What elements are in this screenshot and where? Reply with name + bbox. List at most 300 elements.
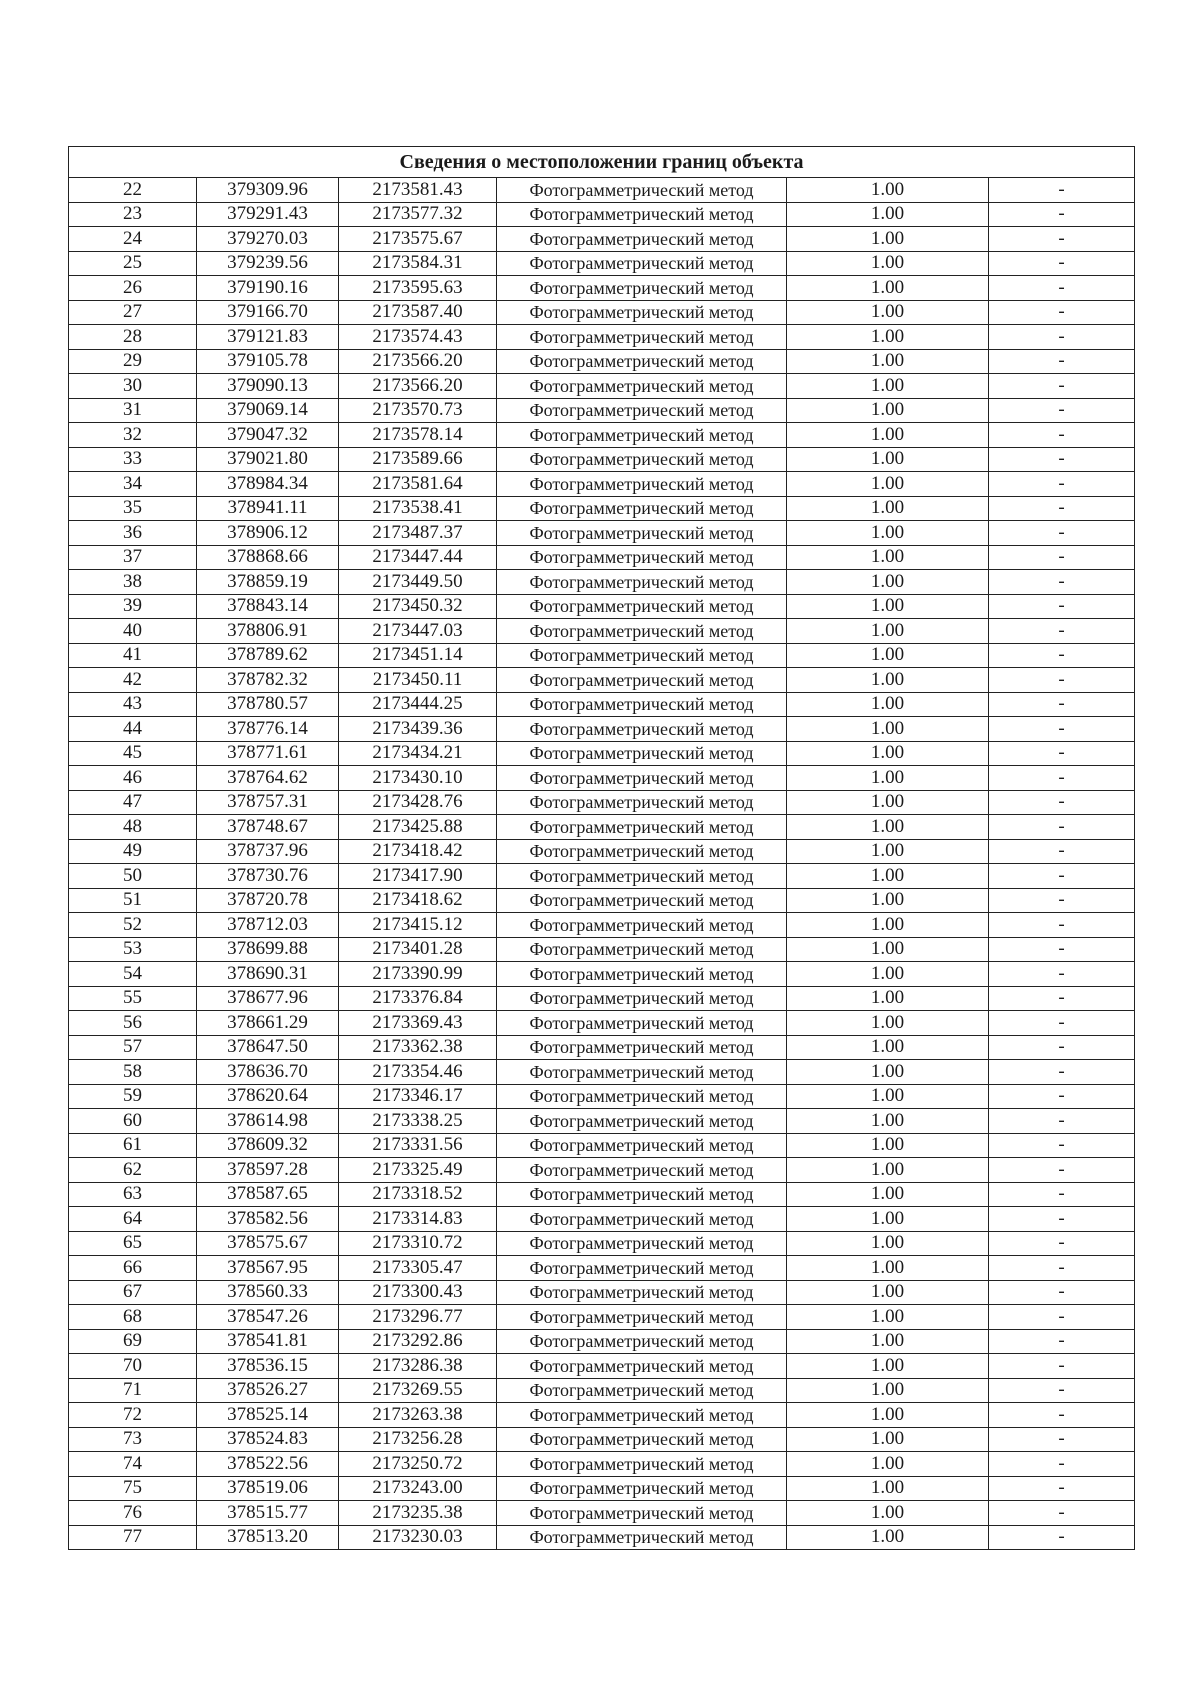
table-row xyxy=(69,619,1135,644)
point-number-cell: 32 xyxy=(69,423,197,448)
x-coordinate-cell: 378737.96 xyxy=(197,839,339,864)
x-coordinate-cell: 378620.64 xyxy=(197,1084,339,1109)
table-row xyxy=(69,178,1135,203)
y-coordinate-cell: 2173415.12 xyxy=(339,913,497,938)
point-number-cell: 24 xyxy=(69,227,197,252)
x-coordinate-cell: 379270.03 xyxy=(197,227,339,252)
method-cell: Фотограмметрический метод xyxy=(497,398,787,423)
y-coordinate-cell: 2173325.49 xyxy=(339,1158,497,1183)
y-coordinate-cell: 2173566.20 xyxy=(339,374,497,399)
accuracy-cell: 1.00 xyxy=(787,1305,989,1330)
table-row xyxy=(69,1403,1135,1428)
accuracy-cell: 1.00 xyxy=(787,423,989,448)
point-number-cell: 50 xyxy=(69,864,197,889)
point-number-cell: 31 xyxy=(69,398,197,423)
method-cell: Фотограмметрический метод xyxy=(497,1133,787,1158)
x-coordinate-cell: 378690.31 xyxy=(197,962,339,987)
x-coordinate-cell: 379047.32 xyxy=(197,423,339,448)
x-coordinate-cell: 378661.29 xyxy=(197,1011,339,1036)
method-cell: Фотограмметрический метод xyxy=(497,1256,787,1281)
description-cell: - xyxy=(989,864,1135,889)
description-cell: - xyxy=(989,496,1135,521)
point-number-cell: 34 xyxy=(69,472,197,497)
accuracy-cell: 1.00 xyxy=(787,594,989,619)
table-row xyxy=(69,545,1135,570)
accuracy-cell: 1.00 xyxy=(787,570,989,595)
accuracy-cell: 1.00 xyxy=(787,692,989,717)
accuracy-cell: 1.00 xyxy=(787,643,989,668)
point-number-cell: 26 xyxy=(69,276,197,301)
method-cell: Фотограмметрический метод xyxy=(497,1329,787,1354)
accuracy-cell: 1.00 xyxy=(787,864,989,889)
y-coordinate-cell: 2173449.50 xyxy=(339,570,497,595)
description-cell: - xyxy=(989,815,1135,840)
description-cell: - xyxy=(989,668,1135,693)
point-number-cell: 65 xyxy=(69,1231,197,1256)
description-cell: - xyxy=(989,1060,1135,1085)
table-row xyxy=(69,251,1135,276)
point-number-cell: 27 xyxy=(69,300,197,325)
point-number-cell: 25 xyxy=(69,251,197,276)
point-number-cell: 48 xyxy=(69,815,197,840)
description-cell: - xyxy=(989,398,1135,423)
description-cell: - xyxy=(989,1403,1135,1428)
table-row xyxy=(69,300,1135,325)
x-coordinate-cell: 378764.62 xyxy=(197,766,339,791)
method-cell: Фотограмметрический метод xyxy=(497,447,787,472)
table-row xyxy=(69,888,1135,913)
boundary-coordinates-table xyxy=(68,146,1135,1550)
method-cell: Фотограмметрический метод xyxy=(497,276,787,301)
method-cell: Фотограмметрический метод xyxy=(497,300,787,325)
accuracy-cell: 1.00 xyxy=(787,790,989,815)
y-coordinate-cell: 2173286.38 xyxy=(339,1354,497,1379)
x-coordinate-cell: 379309.96 xyxy=(197,178,339,203)
accuracy-cell: 1.00 xyxy=(787,815,989,840)
point-number-cell: 55 xyxy=(69,986,197,1011)
accuracy-cell: 1.00 xyxy=(787,1427,989,1452)
method-cell: Фотограмметрический метод xyxy=(497,1525,787,1550)
y-coordinate-cell: 2173430.10 xyxy=(339,766,497,791)
x-coordinate-cell: 378868.66 xyxy=(197,545,339,570)
accuracy-cell: 1.00 xyxy=(787,717,989,742)
description-cell: - xyxy=(989,1305,1135,1330)
y-coordinate-cell: 2173439.36 xyxy=(339,717,497,742)
point-number-cell: 45 xyxy=(69,741,197,766)
table-row xyxy=(69,717,1135,742)
description-cell: - xyxy=(989,619,1135,644)
accuracy-cell: 1.00 xyxy=(787,1109,989,1134)
description-cell: - xyxy=(989,1476,1135,1501)
y-coordinate-cell: 2173250.72 xyxy=(339,1452,497,1477)
x-coordinate-cell: 378780.57 xyxy=(197,692,339,717)
y-coordinate-cell: 2173296.77 xyxy=(339,1305,497,1330)
table-row xyxy=(69,1280,1135,1305)
point-number-cell: 52 xyxy=(69,913,197,938)
y-coordinate-cell: 2173235.38 xyxy=(339,1501,497,1526)
method-cell: Фотограмметрический метод xyxy=(497,521,787,546)
method-cell: Фотограмметрический метод xyxy=(497,668,787,693)
x-coordinate-cell: 378587.65 xyxy=(197,1182,339,1207)
accuracy-cell: 1.00 xyxy=(787,325,989,350)
point-number-cell: 53 xyxy=(69,937,197,962)
description-cell: - xyxy=(989,1452,1135,1477)
table-row xyxy=(69,962,1135,987)
point-number-cell: 23 xyxy=(69,202,197,227)
description-cell: - xyxy=(989,521,1135,546)
point-number-cell: 36 xyxy=(69,521,197,546)
accuracy-cell: 1.00 xyxy=(787,986,989,1011)
description-cell: - xyxy=(989,1182,1135,1207)
y-coordinate-cell: 2173589.66 xyxy=(339,447,497,472)
method-cell: Фотограмметрический метод xyxy=(497,1403,787,1428)
table-row xyxy=(69,864,1135,889)
x-coordinate-cell: 378677.96 xyxy=(197,986,339,1011)
x-coordinate-cell: 379090.13 xyxy=(197,374,339,399)
y-coordinate-cell: 2173243.00 xyxy=(339,1476,497,1501)
y-coordinate-cell: 2173376.84 xyxy=(339,986,497,1011)
table-row xyxy=(69,447,1135,472)
y-coordinate-cell: 2173566.20 xyxy=(339,349,497,374)
point-number-cell: 35 xyxy=(69,496,197,521)
y-coordinate-cell: 2173575.67 xyxy=(339,227,497,252)
method-cell: Фотограмметрический метод xyxy=(497,1280,787,1305)
y-coordinate-cell: 2173354.46 xyxy=(339,1060,497,1085)
method-cell: Фотограмметрический метод xyxy=(497,472,787,497)
accuracy-cell: 1.00 xyxy=(787,1060,989,1085)
description-cell: - xyxy=(989,643,1135,668)
table-row xyxy=(69,1427,1135,1452)
accuracy-cell: 1.00 xyxy=(787,398,989,423)
x-coordinate-cell: 378582.56 xyxy=(197,1207,339,1232)
accuracy-cell: 1.00 xyxy=(787,1084,989,1109)
x-coordinate-cell: 378567.95 xyxy=(197,1256,339,1281)
method-cell: Фотограмметрический метод xyxy=(497,1035,787,1060)
description-cell: - xyxy=(989,251,1135,276)
description-cell: - xyxy=(989,1427,1135,1452)
x-coordinate-cell: 378720.78 xyxy=(197,888,339,913)
table-row xyxy=(69,1060,1135,1085)
y-coordinate-cell: 2173487.37 xyxy=(339,521,497,546)
method-cell: Фотограмметрический метод xyxy=(497,962,787,987)
description-cell: - xyxy=(989,790,1135,815)
table-row xyxy=(69,1084,1135,1109)
method-cell: Фотограмметрический метод xyxy=(497,251,787,276)
x-coordinate-cell: 378515.77 xyxy=(197,1501,339,1526)
table-row xyxy=(69,594,1135,619)
accuracy-cell: 1.00 xyxy=(787,741,989,766)
x-coordinate-cell: 379190.16 xyxy=(197,276,339,301)
accuracy-cell: 1.00 xyxy=(787,962,989,987)
table-row xyxy=(69,1207,1135,1232)
description-cell: - xyxy=(989,1133,1135,1158)
accuracy-cell: 1.00 xyxy=(787,1133,989,1158)
description-cell: - xyxy=(989,741,1135,766)
description-cell: - xyxy=(989,374,1135,399)
description-cell: - xyxy=(989,276,1135,301)
y-coordinate-cell: 2173578.14 xyxy=(339,423,497,448)
accuracy-cell: 1.00 xyxy=(787,1256,989,1281)
method-cell: Фотограмметрический метод xyxy=(497,790,787,815)
y-coordinate-cell: 2173417.90 xyxy=(339,864,497,889)
description-cell: - xyxy=(989,1256,1135,1281)
table-row xyxy=(69,472,1135,497)
y-coordinate-cell: 2173434.21 xyxy=(339,741,497,766)
x-coordinate-cell: 378614.98 xyxy=(197,1109,339,1134)
y-coordinate-cell: 2173451.14 xyxy=(339,643,497,668)
method-cell: Фотограмметрический метод xyxy=(497,1305,787,1330)
method-cell: Фотограмметрический метод xyxy=(497,888,787,913)
x-coordinate-cell: 378513.20 xyxy=(197,1525,339,1550)
accuracy-cell: 1.00 xyxy=(787,300,989,325)
y-coordinate-cell: 2173263.38 xyxy=(339,1403,497,1428)
x-coordinate-cell: 378575.67 xyxy=(197,1231,339,1256)
table-row xyxy=(69,790,1135,815)
point-number-cell: 57 xyxy=(69,1035,197,1060)
y-coordinate-cell: 2173269.55 xyxy=(339,1378,497,1403)
x-coordinate-cell: 378524.83 xyxy=(197,1427,339,1452)
description-cell: - xyxy=(989,1158,1135,1183)
description-cell: - xyxy=(989,1378,1135,1403)
accuracy-cell: 1.00 xyxy=(787,1354,989,1379)
point-number-cell: 42 xyxy=(69,668,197,693)
table-row xyxy=(69,202,1135,227)
point-number-cell: 66 xyxy=(69,1256,197,1281)
x-coordinate-cell: 378782.32 xyxy=(197,668,339,693)
table-row xyxy=(69,1231,1135,1256)
point-number-cell: 29 xyxy=(69,349,197,374)
accuracy-cell: 1.00 xyxy=(787,349,989,374)
y-coordinate-cell: 2173346.17 xyxy=(339,1084,497,1109)
y-coordinate-cell: 2173318.52 xyxy=(339,1182,497,1207)
x-coordinate-cell: 379105.78 xyxy=(197,349,339,374)
point-number-cell: 30 xyxy=(69,374,197,399)
method-cell: Фотограмметрический метод xyxy=(497,1476,787,1501)
y-coordinate-cell: 2173444.25 xyxy=(339,692,497,717)
point-number-cell: 68 xyxy=(69,1305,197,1330)
x-coordinate-cell: 378776.14 xyxy=(197,717,339,742)
point-number-cell: 74 xyxy=(69,1452,197,1477)
description-cell: - xyxy=(989,1329,1135,1354)
method-cell: Фотограмметрический метод xyxy=(497,325,787,350)
y-coordinate-cell: 2173428.76 xyxy=(339,790,497,815)
y-coordinate-cell: 2173577.32 xyxy=(339,202,497,227)
method-cell: Фотограмметрический метод xyxy=(497,1158,787,1183)
point-number-cell: 76 xyxy=(69,1501,197,1526)
point-number-cell: 41 xyxy=(69,643,197,668)
y-coordinate-cell: 2173331.56 xyxy=(339,1133,497,1158)
method-cell: Фотограмметрический метод xyxy=(497,1060,787,1085)
description-cell: - xyxy=(989,1109,1135,1134)
point-number-cell: 69 xyxy=(69,1329,197,1354)
description-cell: - xyxy=(989,1084,1135,1109)
table-row xyxy=(69,1378,1135,1403)
y-coordinate-cell: 2173450.32 xyxy=(339,594,497,619)
description-cell: - xyxy=(989,594,1135,619)
description-cell: - xyxy=(989,1501,1135,1526)
point-number-cell: 75 xyxy=(69,1476,197,1501)
y-coordinate-cell: 2173292.86 xyxy=(339,1329,497,1354)
method-cell: Фотограмметрический метод xyxy=(497,1109,787,1134)
method-cell: Фотограмметрический метод xyxy=(497,496,787,521)
x-coordinate-cell: 379021.80 xyxy=(197,447,339,472)
x-coordinate-cell: 378560.33 xyxy=(197,1280,339,1305)
accuracy-cell: 1.00 xyxy=(787,521,989,546)
y-coordinate-cell: 2173538.41 xyxy=(339,496,497,521)
accuracy-cell: 1.00 xyxy=(787,766,989,791)
table-row xyxy=(69,1158,1135,1183)
y-coordinate-cell: 2173581.43 xyxy=(339,178,497,203)
y-coordinate-cell: 2173305.47 xyxy=(339,1256,497,1281)
table-row xyxy=(69,741,1135,766)
accuracy-cell: 1.00 xyxy=(787,913,989,938)
point-number-cell: 43 xyxy=(69,692,197,717)
method-cell: Фотограмметрический метод xyxy=(497,1378,787,1403)
table-row xyxy=(69,839,1135,864)
table-row xyxy=(69,766,1135,791)
method-cell: Фотограмметрический метод xyxy=(497,1231,787,1256)
accuracy-cell: 1.00 xyxy=(787,1231,989,1256)
point-number-cell: 33 xyxy=(69,447,197,472)
table-row xyxy=(69,423,1135,448)
x-coordinate-cell: 378806.91 xyxy=(197,619,339,644)
point-number-cell: 39 xyxy=(69,594,197,619)
table-row xyxy=(69,1305,1135,1330)
accuracy-cell: 1.00 xyxy=(787,1280,989,1305)
accuracy-cell: 1.00 xyxy=(787,1158,989,1183)
accuracy-cell: 1.00 xyxy=(787,496,989,521)
x-coordinate-cell: 378843.14 xyxy=(197,594,339,619)
x-coordinate-cell: 378984.34 xyxy=(197,472,339,497)
table-row xyxy=(69,349,1135,374)
table-row xyxy=(69,1182,1135,1207)
method-cell: Фотограмметрический метод xyxy=(497,1354,787,1379)
method-cell: Фотограмметрический метод xyxy=(497,839,787,864)
table-row xyxy=(69,668,1135,693)
method-cell: Фотограмметрический метод xyxy=(497,692,787,717)
x-coordinate-cell: 378541.81 xyxy=(197,1329,339,1354)
table-row xyxy=(69,496,1135,521)
point-number-cell: 54 xyxy=(69,962,197,987)
accuracy-cell: 1.00 xyxy=(787,1378,989,1403)
accuracy-cell: 1.00 xyxy=(787,619,989,644)
table-title-row xyxy=(69,147,1135,178)
description-cell: - xyxy=(989,839,1135,864)
point-number-cell: 67 xyxy=(69,1280,197,1305)
y-coordinate-cell: 2173425.88 xyxy=(339,815,497,840)
y-coordinate-cell: 2173369.43 xyxy=(339,1011,497,1036)
description-cell: - xyxy=(989,766,1135,791)
description-cell: - xyxy=(989,1035,1135,1060)
x-coordinate-cell: 378906.12 xyxy=(197,521,339,546)
method-cell: Фотограмметрический метод xyxy=(497,202,787,227)
table-row xyxy=(69,1256,1135,1281)
table-row xyxy=(69,1011,1135,1036)
description-cell: - xyxy=(989,962,1135,987)
y-coordinate-cell: 2173450.11 xyxy=(339,668,497,693)
description-cell: - xyxy=(989,1231,1135,1256)
accuracy-cell: 1.00 xyxy=(787,1329,989,1354)
description-cell: - xyxy=(989,937,1135,962)
method-cell: Фотограмметрический метод xyxy=(497,178,787,203)
x-coordinate-cell: 378712.03 xyxy=(197,913,339,938)
table-row xyxy=(69,570,1135,595)
description-cell: - xyxy=(989,1207,1135,1232)
description-cell: - xyxy=(989,472,1135,497)
table-row xyxy=(69,374,1135,399)
y-coordinate-cell: 2173418.42 xyxy=(339,839,497,864)
point-number-cell: 46 xyxy=(69,766,197,791)
x-coordinate-cell: 378789.62 xyxy=(197,643,339,668)
point-number-cell: 59 xyxy=(69,1084,197,1109)
point-number-cell: 73 xyxy=(69,1427,197,1452)
description-cell: - xyxy=(989,1525,1135,1550)
point-number-cell: 47 xyxy=(69,790,197,815)
table-row xyxy=(69,521,1135,546)
x-coordinate-cell: 378519.06 xyxy=(197,1476,339,1501)
point-number-cell: 62 xyxy=(69,1158,197,1183)
table-row xyxy=(69,325,1135,350)
point-number-cell: 44 xyxy=(69,717,197,742)
table-row xyxy=(69,1501,1135,1526)
accuracy-cell: 1.00 xyxy=(787,839,989,864)
y-coordinate-cell: 2173574.43 xyxy=(339,325,497,350)
y-coordinate-cell: 2173595.63 xyxy=(339,276,497,301)
point-number-cell: 56 xyxy=(69,1011,197,1036)
point-number-cell: 60 xyxy=(69,1109,197,1134)
x-coordinate-cell: 379121.83 xyxy=(197,325,339,350)
table-row xyxy=(69,1525,1135,1550)
point-number-cell: 58 xyxy=(69,1060,197,1085)
table-row xyxy=(69,913,1135,938)
accuracy-cell: 1.00 xyxy=(787,1525,989,1550)
method-cell: Фотограмметрический метод xyxy=(497,1084,787,1109)
table-row xyxy=(69,398,1135,423)
y-coordinate-cell: 2173230.03 xyxy=(339,1525,497,1550)
method-cell: Фотограмметрический метод xyxy=(497,1182,787,1207)
x-coordinate-cell: 378522.56 xyxy=(197,1452,339,1477)
y-coordinate-cell: 2173447.03 xyxy=(339,619,497,644)
description-cell: - xyxy=(989,227,1135,252)
point-number-cell: 51 xyxy=(69,888,197,913)
method-cell: Фотограмметрический метод xyxy=(497,864,787,889)
table-row xyxy=(69,986,1135,1011)
method-cell: Фотограмметрический метод xyxy=(497,1452,787,1477)
y-coordinate-cell: 2173314.83 xyxy=(339,1207,497,1232)
accuracy-cell: 1.00 xyxy=(787,1035,989,1060)
table-row xyxy=(69,1035,1135,1060)
method-cell: Фотограмметрический метод xyxy=(497,349,787,374)
x-coordinate-cell: 378647.50 xyxy=(197,1035,339,1060)
accuracy-cell: 1.00 xyxy=(787,1452,989,1477)
point-number-cell: 49 xyxy=(69,839,197,864)
x-coordinate-cell: 379069.14 xyxy=(197,398,339,423)
method-cell: Фотограмметрический метод xyxy=(497,423,787,448)
point-number-cell: 71 xyxy=(69,1378,197,1403)
y-coordinate-cell: 2173338.25 xyxy=(339,1109,497,1134)
accuracy-cell: 1.00 xyxy=(787,227,989,252)
x-coordinate-cell: 378609.32 xyxy=(197,1133,339,1158)
y-coordinate-cell: 2173300.43 xyxy=(339,1280,497,1305)
description-cell: - xyxy=(989,570,1135,595)
x-coordinate-cell: 378699.88 xyxy=(197,937,339,962)
method-cell: Фотограмметрический метод xyxy=(497,815,787,840)
accuracy-cell: 1.00 xyxy=(787,202,989,227)
accuracy-cell: 1.00 xyxy=(787,447,989,472)
description-cell: - xyxy=(989,888,1135,913)
y-coordinate-cell: 2173587.40 xyxy=(339,300,497,325)
method-cell: Фотограмметрический метод xyxy=(497,619,787,644)
